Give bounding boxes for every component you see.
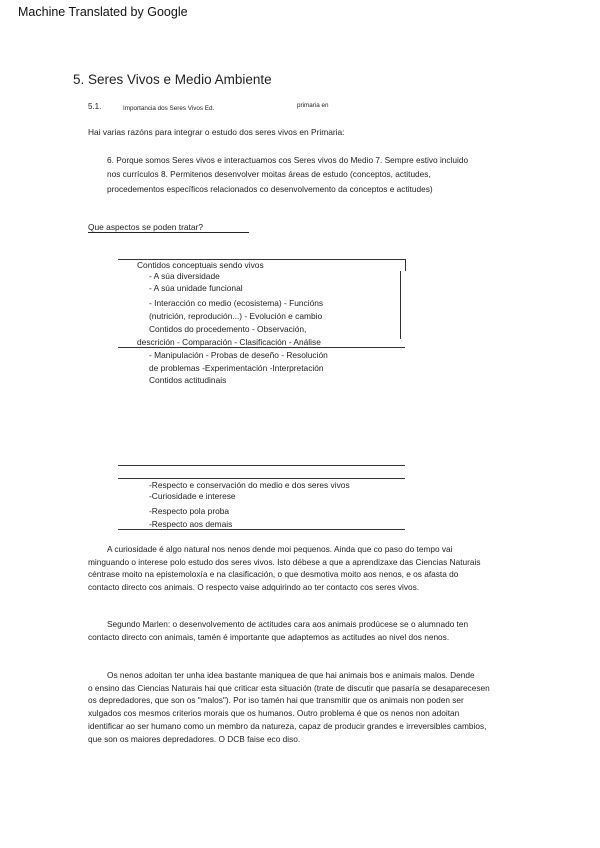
paragraph-line: os depredadores, que son os "malos"). Por iso tamén hai que transmitir que os animais non poden ser: [88, 695, 464, 706]
paragraph-line: o ensino das Ciencias Naturais hai que criticar esta situación (trate de discutir que pasaría se desaparecesen: [88, 682, 490, 693]
paragraph-line: minguando o interese polo estudo dos seres vivos. Isto débese a que a aprendizaxe das Ciencias Naturais: [88, 556, 481, 567]
paragraph-line: que son os maiores depredadores. O DCB faise eco diso.: [88, 733, 301, 744]
reasons-line: procedementos específicos relacionados co desenvolvemento da conceptos e actitudes): [107, 183, 433, 194]
table-line: de problemas -Experimentación -Interpretación: [149, 363, 324, 373]
section-title: 5. Seres Vivos e Medio Ambiente: [73, 72, 272, 87]
reasons-line: 6. Porque somos Seres vivos e interactuamos cos Seres vivos do Medio 7. Sempre estivo incluido: [107, 155, 469, 165]
table-line: (nutrición, reprodución...) - Evolución e cambio: [149, 311, 323, 321]
paragraph-line: contacto directo cos animais. O respecto vaise adquirindo ao ter contacto cos seres vivos.: [88, 582, 420, 593]
subsection-number: 5.1.: [88, 102, 102, 111]
table-line: Contidos do procedemento - Observación,: [149, 324, 307, 334]
intro-text: Hai varias razóns para integrar o estudo dos seres vivos en Primaria:: [88, 127, 345, 137]
table-header: Contidos conceptuais sendo vivos: [137, 260, 264, 270]
table-rule: [118, 347, 405, 348]
table-line: -Respecto aos demais: [149, 519, 233, 529]
reasons-list: [107, 153, 527, 196]
table-line: - Interacción co medio (ecosistema) - Funcións: [149, 298, 324, 308]
table-line: - Manipulación - Probas de deseño - Resolución: [149, 350, 328, 360]
table-line: -Curiosidade e interese: [149, 491, 236, 501]
paragraph-children-ideas: [88, 669, 548, 745]
table-rule: [118, 465, 405, 466]
paragraph-curiosity: [88, 543, 548, 594]
table-line: descrición - Comparación - Clasificación - Análise: [137, 337, 321, 347]
machine-translation-banner: Machine Translated by Google: [18, 5, 188, 19]
paragraph-line: céntrase moito na epistemoloxía e na clasificación, o que desmotiva moito aos nenos, e os afasta do: [88, 569, 459, 580]
subsection-title-suffix: primaria en: [297, 102, 329, 109]
table-line: Contidos actitudinais: [149, 375, 227, 385]
paragraph-line: identificar ao ser humano como un membro da natureza, capaz de producir grandes e irreversibles cambios,: [88, 720, 487, 731]
paragraph-line: contacto directo con animais, tamén é importante que adaptemos as actitudes ao nivel dos nenos.: [88, 631, 450, 642]
table-line: -Respecto e conservación do medio e dos seres vivos: [149, 480, 350, 490]
table-rule: [400, 271, 401, 339]
paragraph-line: Os nenos adoitan ter unha idea bastante maniquea de que hai animais bos e animais malos. Dende: [107, 670, 475, 680]
subsection-title: Importancia dos Seres Vivos Ed.: [123, 105, 215, 112]
table-rule: [118, 529, 405, 530]
reasons-line: nos currículos 8. Permitenos desenvolver moitas áreas de estudo (conceptos, actitudes,: [107, 169, 431, 180]
table-rule: [405, 259, 406, 271]
table-line: -Respecto pola proba: [149, 506, 230, 516]
paragraph-marlen: [88, 618, 548, 643]
table-line: - A súa diversidade: [149, 271, 220, 281]
paragraph-line: xulgados cos mesmos criterios morais que os humanos. Outro problema é que os nenos non adoitan: [88, 708, 460, 719]
paragraph-line: Segundo Marlen: o desenvolvemento de actitudes cara aos animais prodúcese se o alumnado ten: [107, 619, 469, 629]
paragraph-line: A curiosidade é algo natural nos nenos dende moi pequenos. Ainda que co paso do tempo vai: [107, 544, 453, 554]
table-rule: [118, 478, 405, 479]
table-line: - A súa unidade funcional: [149, 283, 243, 293]
question-heading: Que aspectos se poden tratar?: [88, 222, 249, 233]
